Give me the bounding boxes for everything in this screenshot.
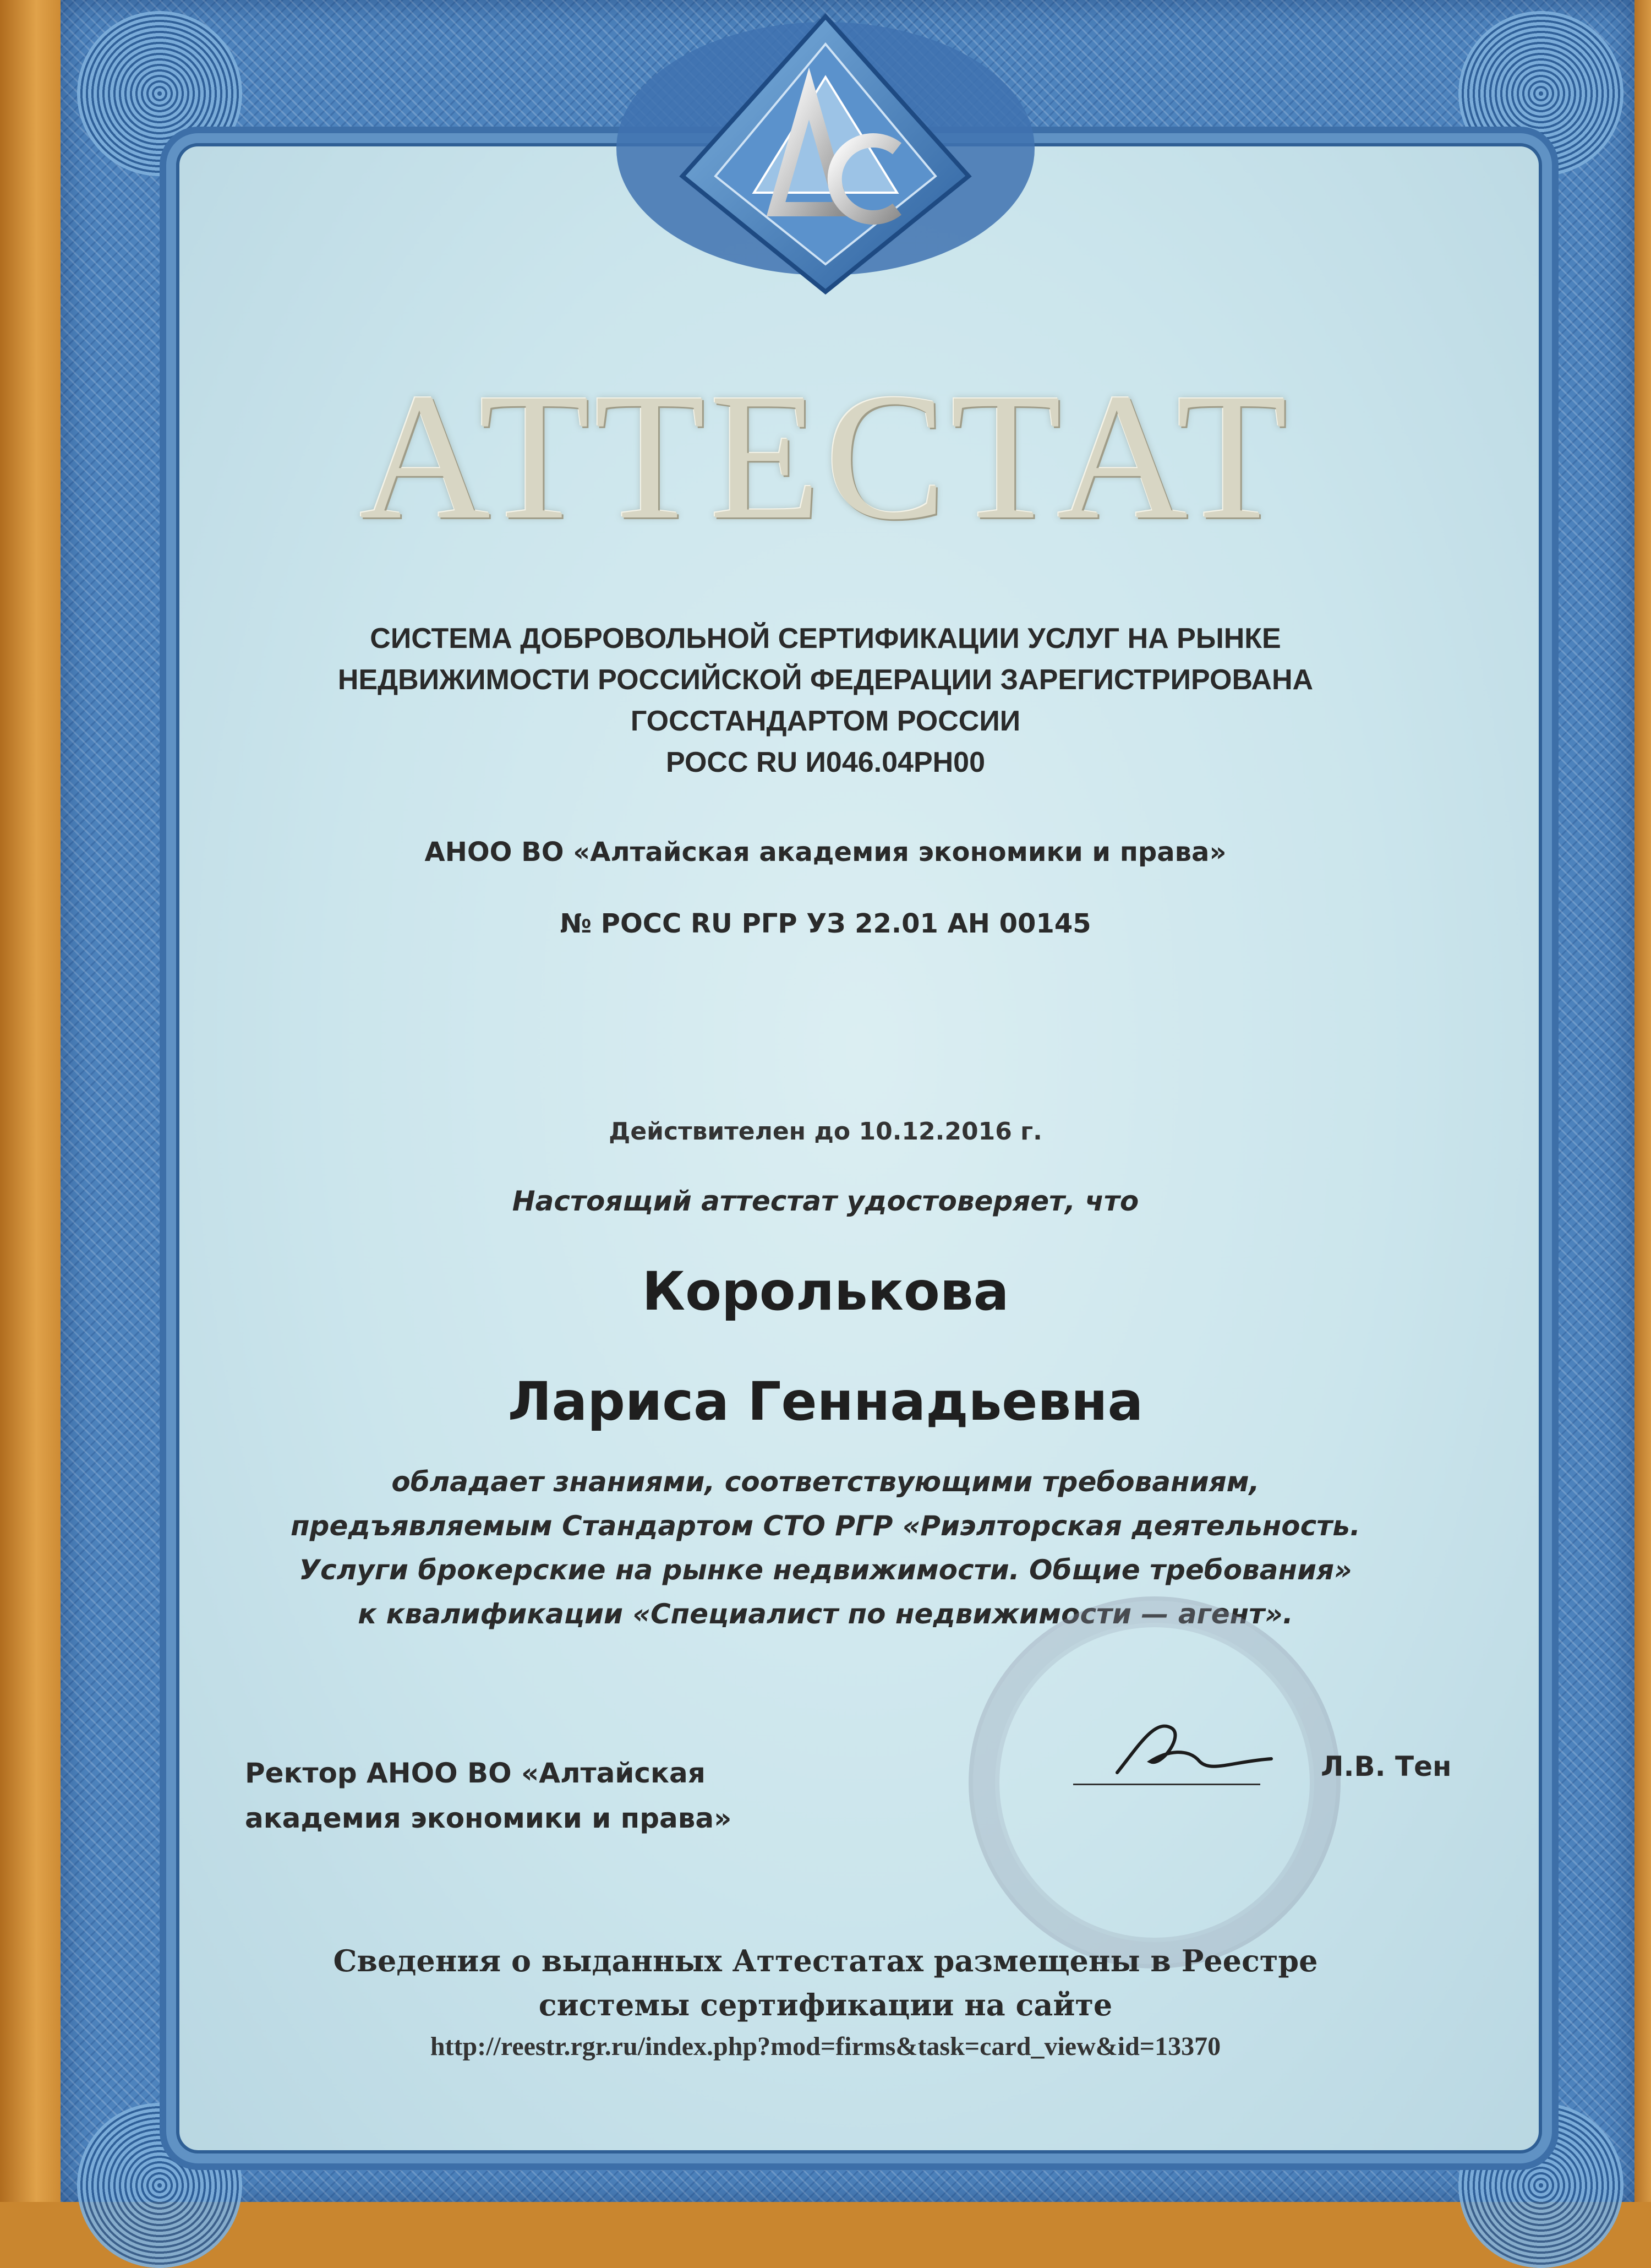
signatory-title-line-1: Ректор АНОО ВО «Алтайская	[245, 1757, 706, 1789]
signatory-title	[245, 1751, 731, 1841]
certificate-number: № РОСС RU РГР УЗ 22.01 АН 00145	[560, 908, 1091, 939]
signature-line	[1073, 1784, 1260, 1785]
registry-info-line-2: системы сертификации на сайте	[538, 1987, 1113, 2022]
holder-surname: Королькова	[642, 1261, 1009, 1322]
qualification-line-3: Услуги брокерские на рынке недвижимости. Общие требования»	[299, 1554, 1352, 1586]
qualification-line-2: предъявляемым Стандартом СТО РГР «Риэлторская деятельность.	[291, 1510, 1360, 1542]
certificate-border	[61, 0, 1634, 2202]
signatory-name: Л.В. Тен	[1321, 1751, 1452, 1782]
qualification-line-1: обладает знаниями, соответствующими требованиям,	[391, 1466, 1260, 1498]
organization-name: АНОО ВО «Алтайская академия экономики и права»	[424, 837, 1227, 868]
registry-url: http://reestr.rgr.ru/index.php?mod=firms&task=card_view&id=13370	[430, 2032, 1221, 2061]
frame-edge-left	[0, 0, 66, 2202]
system-line-3: ГОССТАНДАРТОМ РОССИИ	[630, 705, 1021, 737]
qualification-line-4: к квалификации «Специалист по недвижимости — агент».	[358, 1598, 1293, 1630]
system-line-1: СИСТЕМА ДОБРОВОЛЬНОЙ СЕРТИФИКАЦИИ УСЛУГ НА РЫНКЕ	[370, 623, 1281, 655]
holder-given-names: Лариса Геннадьевна	[507, 1371, 1144, 1432]
valid-until: Действителен до 10.12.2016 г.	[609, 1117, 1042, 1146]
signatory-title-line-2: академия экономики и права»	[245, 1802, 732, 1834]
handwritten-signature	[1106, 1695, 1282, 1795]
registry-info-line-1: Сведения о выданных Аттестатах размещены в Реестре	[333, 1943, 1318, 1978]
rgr-emblem-logo	[611, 11, 1040, 297]
system-registration-number: РОСС RU И046.04РН00	[665, 746, 986, 778]
certifies-statement: Настоящий аттестат удостоверяет, что	[512, 1185, 1139, 1217]
system-line-2: НЕДВИЖИМОСТИ РОССИЙСКОЙ ФЕДЕРАЦИИ ЗАРЕГИСТРИРОВАНА	[337, 664, 1314, 696]
certificate-title: АТТЕСТАТ	[359, 356, 1292, 557]
